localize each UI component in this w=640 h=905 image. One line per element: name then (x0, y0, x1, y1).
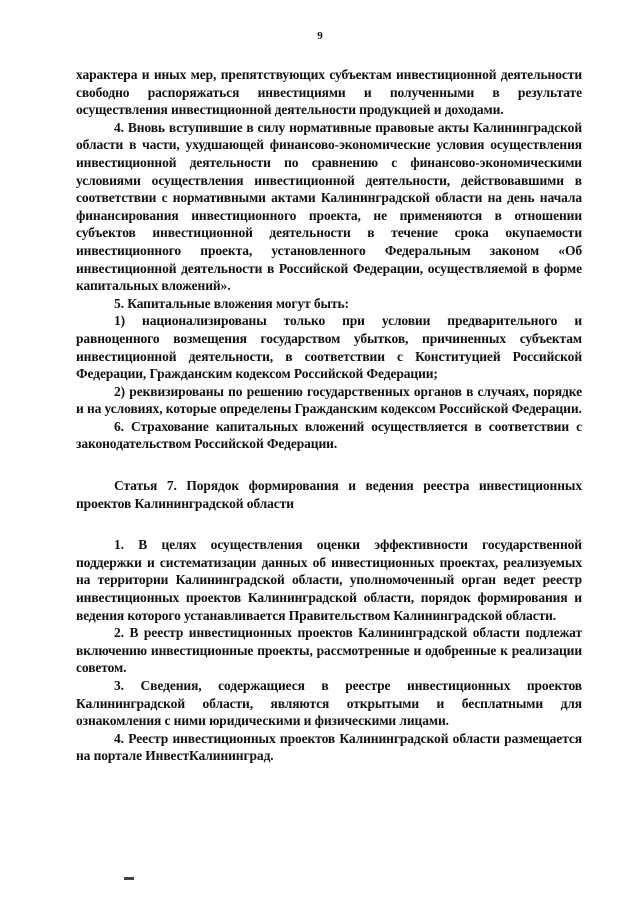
paragraph-item-5-2: 2) реквизированы по решению государственных органов в случаях, порядке и на условиях, которые определены Гражданским кодексом Российской Федерации. (76, 383, 582, 417)
page-number: 9 (317, 30, 323, 42)
document-body (76, 66, 582, 765)
article-7-item-2: 2. В реестр инвестиционных проектов Калининградской области подлежат включению инвестиционные проекты, рассмотренные и одобренные к реализации советом. (76, 625, 582, 676)
article-7-heading: Статья 7. Порядок формирования и ведения реестра инвестиционных проектов Калининградской области (76, 478, 582, 511)
paragraph-item-5-1: 1) национализированы только при условии предварительного и равноценного возмещения государством убытков, причиненных субъектам инвестиционной деятельности, в соответствии с Конституцией Российской Федерации, Гражданским кодексом Российской Федерации; (76, 313, 582, 382)
article-7-item-4: 4. Реестр инвестиционных проектов Калининградской области размещается на портале ИнвестКалининград. (76, 730, 582, 764)
article-7-item-1: 1. В целях осуществления оценки эффективности государственной поддержки и систематизации данных об инвестиционных проектах, реализуемых на территории Калининградской области, уполномоченный орган ведет реестр инвестиционных проектов Калининградской области, порядок формирования и ведения которого устанавливается Правительством Калининградской области. (76, 537, 582, 623)
paragraph-item-6: 6. Страхование капитальных вложений осуществляется в соответствии с законодательством Российской Федерации. (76, 418, 582, 452)
article-7-item-3: 3. Сведения, содержащиеся в реестре инвестиционных проектов Калининградской области, являются открытыми и бесплатными для ознакомления с ними юридическими и физическими лицами. (76, 678, 582, 729)
paragraph-item-5: 5. Капитальные вложения могут быть: (114, 295, 349, 311)
paragraph-intro-continuation: характера и иных мер, препятствующих субъектам инвестиционной деятельности свободно распоряжаться инвестициями и полученными в результате осуществления инвестиционной деятельности продукцией и доходами. (76, 67, 582, 118)
paragraph-item-4: 4. Вновь вступившие в силу нормативные правовые акты Калининградской области в части, ухудшающей финансово-экономические условия осуществления инвестиционной деятельности по сравнению с финансово-экономическими условиями осуществления инвестиционной деятельности, действовавшими в соответствии с нормативными актами Калининградской области на день начала финансирования инвестиционного проекта, не применяются в отношении субъектов инвестиционной деятельности в течение срока окупаемости инвестиционного проекта, установленного Федеральным законом «Об инвестиционной деятельности в Российской Федерации, осуществляемой в форме капитальных вложений». (76, 119, 582, 294)
scan-speck: ▬ (124, 872, 134, 883)
